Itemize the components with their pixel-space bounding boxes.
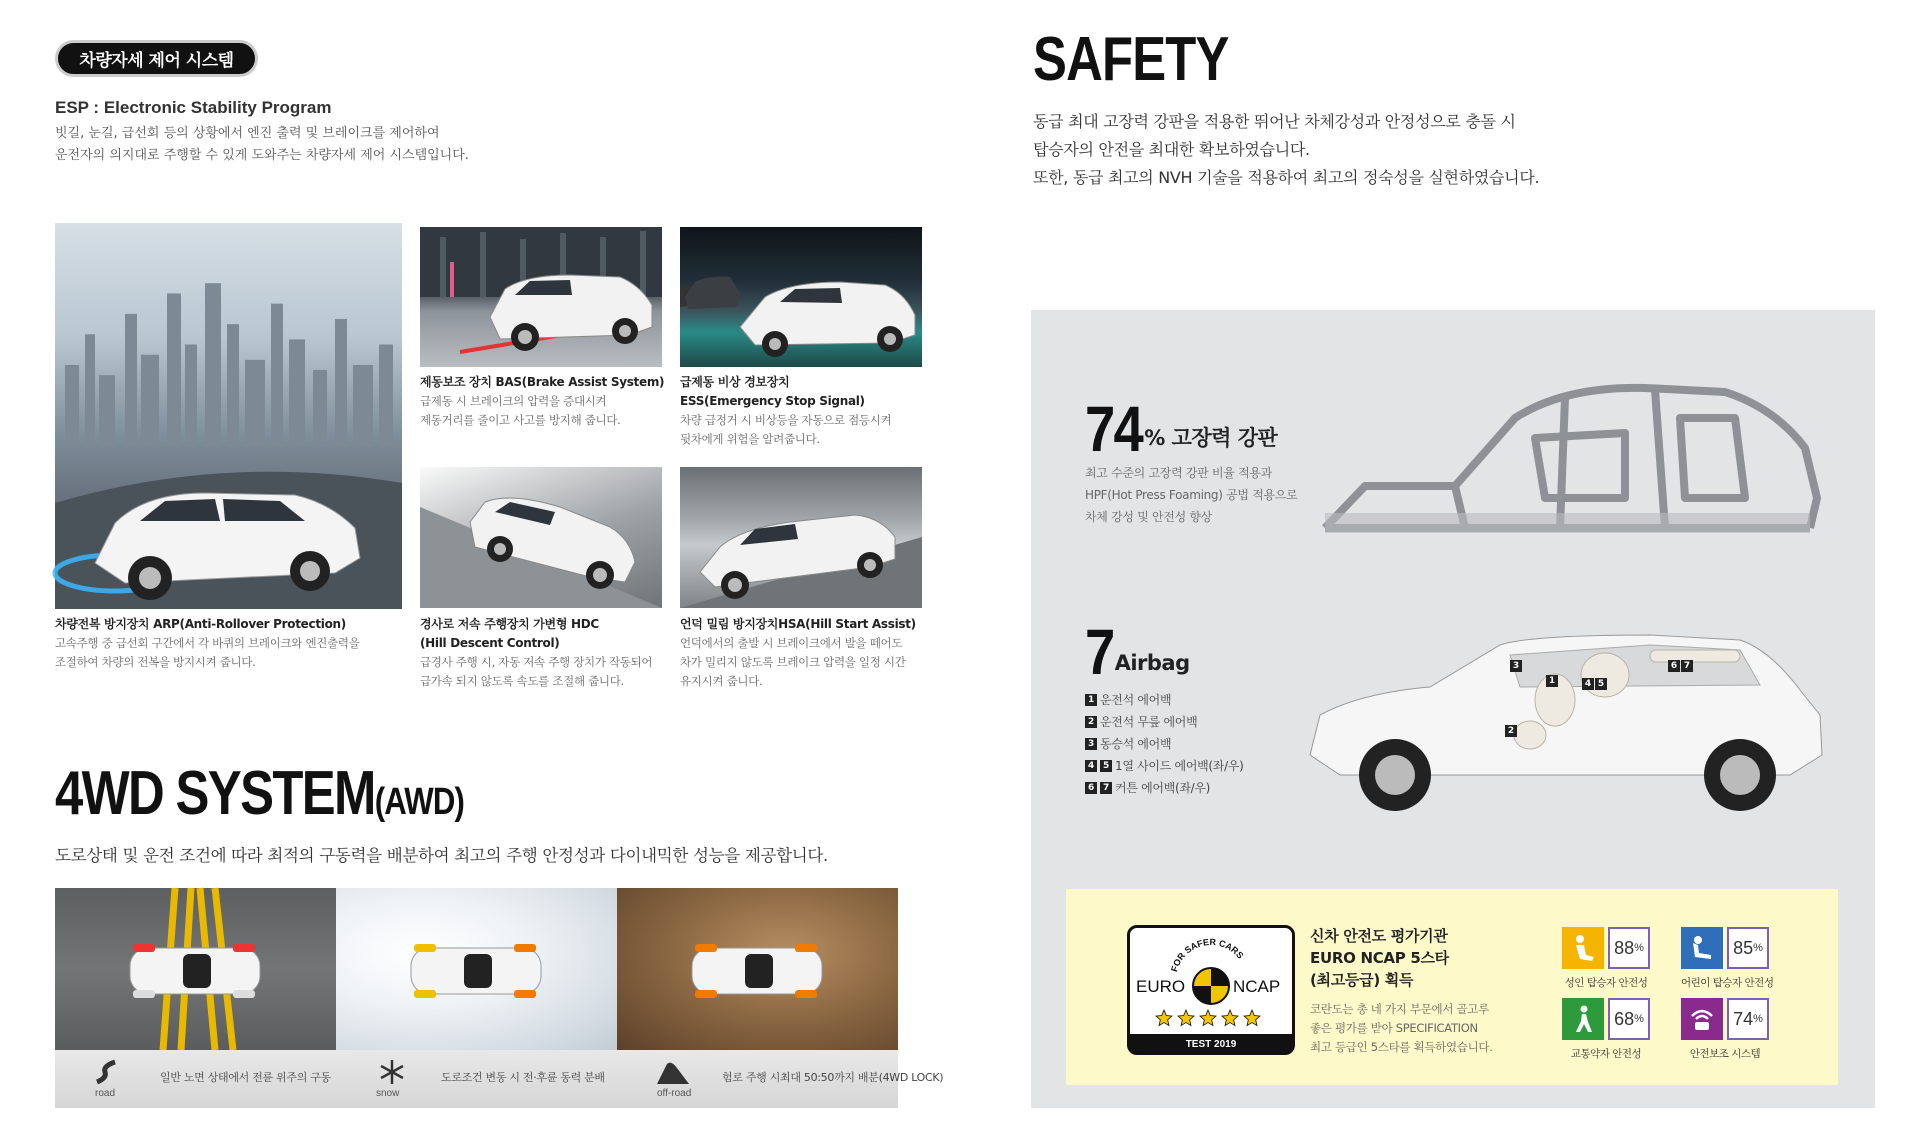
score-label: 성인 탑승자 안전성: [1564, 977, 1648, 989]
airbag-diagram-label: 6: [1668, 660, 1680, 672]
arp-caption: [55, 615, 405, 672]
offroad-car-illustration: [617, 888, 898, 1050]
score-unit: %: [1634, 942, 1644, 954]
adult-occupant-score: [1608, 927, 1650, 969]
airbag-list: [1085, 689, 1244, 799]
snowflake-icon: [374, 1058, 410, 1086]
score-value: 74: [1733, 1008, 1754, 1029]
ncap-title-line: 신차 안전도 평가기관: [1310, 927, 1448, 945]
adult-occupant-icon: [1562, 927, 1604, 969]
feature-desc-line: 고속주행 중 급선회 구간에서 각 바퀴의 브레이크와 엔진출력을: [55, 636, 360, 650]
feature-desc-line: 조절하여 차량의 전복을 방지시켜 줍니다.: [55, 655, 256, 669]
airbag-label: 동승석 에어백: [1100, 737, 1172, 751]
score-unit: %: [1753, 1013, 1763, 1025]
feature-title: 제동보조 장치 BAS(Brake Assist System): [420, 375, 665, 389]
feature-desc-line: 급제동 시 브레이크의 압력을 증대시켜: [420, 394, 607, 408]
airbag-number-badge: 3: [1085, 738, 1097, 750]
airbag-number-badge: 6: [1085, 782, 1097, 794]
bas-car-illustration: [420, 227, 662, 367]
snow-caption-bar: [336, 1050, 617, 1108]
airbag-number-badge: 4: [1085, 760, 1097, 772]
ncap-title-line: EURO NCAP 5스타: [1310, 949, 1449, 967]
safety-desc-line: 동급 최대 고장력 강판을 적용한 뛰어난 차체강성과 안정성으로 충돌 시: [1033, 112, 1516, 131]
ncap-test-year: TEST 2019: [1185, 1039, 1237, 1050]
score-unit: %: [1753, 942, 1763, 954]
euro-ncap-logo: [1127, 925, 1295, 1055]
score-safety-assist: [1681, 998, 1769, 1061]
score-value: 68: [1614, 1008, 1635, 1029]
score-unit: %: [1634, 1013, 1644, 1025]
feature-desc-line: 차량 급정거 시 비상등을 자동으로 점등시켜: [680, 413, 892, 427]
bas-photo: [420, 227, 662, 367]
airbag-diagram-label: 3: [1510, 660, 1522, 672]
feature-title: 차량전복 방지장치 ARP(Anti-Rollover Protection): [55, 617, 346, 631]
airbag-item: [1085, 777, 1244, 799]
offroad-caption-bar: [617, 1050, 944, 1108]
safety-desc-line: 또한, 동급 최고의 NVH 기술을 적용하여 최고의 정숙성을 실현하였습니다.: [1033, 168, 1540, 187]
ess-car-illustration: [680, 227, 922, 367]
airbag-item: [1085, 755, 1244, 777]
ncap-desc-line: 코란도는 총 네 가지 부문에서 골고루: [1310, 1002, 1489, 1016]
body-frame-illustration: [1305, 378, 1825, 558]
hdc-caption: [420, 615, 680, 691]
feature-desc-line: 뒷차에게 위험을 알려줍니다.: [680, 432, 820, 446]
airbag-diagram-label: 7: [1681, 660, 1693, 672]
euro-ncap-emblem-icon: [1130, 928, 1292, 1052]
hsa-caption: [680, 615, 925, 691]
airbag-label: 운전석 에어백: [1100, 693, 1172, 707]
offroad-label: off-road: [657, 1088, 692, 1099]
steel-description: [1085, 462, 1297, 528]
airbag-label: 운전석 무릎 에어백: [1100, 715, 1198, 729]
drive-mode-offroad: [617, 888, 944, 1108]
steel-desc-line: 최고 수준의 고장력 강판 비율 적용과: [1085, 466, 1272, 480]
ncap-title-line: (최고등급) 획득: [1310, 971, 1414, 989]
ncap-logo-left: EURO: [1136, 977, 1186, 996]
drive-mode-road: [55, 888, 336, 1108]
steel-desc-line: HPF(Hot Press Foaming) 공법 적용으로: [1085, 488, 1298, 502]
hsa-car-illustration: [680, 467, 922, 608]
airbag-diagram-label: 5: [1595, 678, 1607, 690]
arp-car-illustration: [55, 413, 402, 609]
ncap-description: [1310, 1000, 1493, 1057]
pedestrian-score: [1608, 998, 1650, 1040]
child-occupant-score: [1727, 927, 1769, 969]
arp-photo: [55, 223, 402, 609]
ess-photo: [680, 227, 922, 367]
esp-desc-line: 운전자의 의지대로 주행할 수 있게 도와주는 차량자세 제어 시스템입니다.: [55, 148, 469, 163]
airbag-label: 커튼 에어백(좌/우): [1115, 781, 1211, 795]
airbag-number: 7: [1085, 616, 1114, 688]
feature-title: (Hill Descent Control): [420, 636, 560, 650]
five-stars-icon: [1156, 1010, 1260, 1026]
feature-title: ESS(Emergency Stop Signal): [680, 394, 865, 408]
steel-stat: [1085, 392, 1277, 466]
awd-heading-suffix: (AWD): [374, 781, 465, 823]
airbag-diagram-label: 4: [1582, 678, 1594, 690]
feature-desc-line: 차가 밀리지 않도록 브레이크 압력을 일정 시간: [680, 655, 906, 669]
feature-desc-line: 유지시켜 줍니다.: [680, 674, 763, 688]
score-value: 88: [1614, 937, 1635, 958]
ncap-title: [1310, 925, 1449, 991]
road-caption-bar: [55, 1050, 336, 1108]
airbag-car-illustration: [1300, 605, 1830, 835]
snow-car-illustration: [336, 888, 617, 1050]
airbag-item: [1085, 733, 1244, 755]
airbag-diagram-label: 2: [1505, 725, 1517, 737]
safety-assist-score: [1727, 998, 1769, 1040]
ncap-logo-right: NCAP: [1233, 977, 1281, 996]
score-pedestrian: [1562, 998, 1650, 1061]
feature-desc-line: 급경사 주행 시, 자동 저속 주행 장치가 작동되어: [420, 655, 653, 669]
snow-scene: [336, 888, 617, 1050]
feature-desc-line: 제동거리를 줄이고 사고를 방지해 줍니다.: [420, 413, 621, 427]
score-child-occupant: [1681, 927, 1774, 990]
score-value: 85: [1733, 937, 1754, 958]
airbag-number-badge: 5: [1100, 760, 1112, 772]
airbag-number-badge: 7: [1100, 782, 1112, 794]
score-label: 교통약자 안전성: [1570, 1048, 1642, 1060]
bas-caption: [420, 373, 665, 430]
hsa-photo: [680, 467, 922, 608]
safety-desc-line: 탑승자의 안전을 최대한 확보하였습니다.: [1033, 140, 1310, 159]
feature-title: 급제동 비상 경보장치: [680, 375, 790, 389]
esp-title: ESP : Electronic Stability Program: [55, 98, 332, 117]
airbag-number-badge: 1: [1085, 694, 1097, 706]
drive-mode-snow: [336, 888, 617, 1108]
awd-description: 도로상태 및 운전 조건에 따라 최적의 구동력을 배분하여 최고의 주행 안정성과 다이내믹한 성능을 제공합니다.: [55, 846, 828, 865]
score-adult-occupant: [1562, 927, 1650, 990]
road-car-illustration: [55, 888, 336, 1050]
airbag-number-badge: 2: [1085, 716, 1097, 728]
road-scene: [55, 888, 336, 1050]
esp-desc-line: 빗길, 눈길, 급선회 등의 상황에서 엔진 출력 및 브레이크를 제어하여: [55, 126, 440, 141]
off-road-icon: [655, 1058, 691, 1086]
steel-number: 74: [1085, 393, 1143, 465]
airbag-diagram-label: 1: [1546, 675, 1558, 687]
esp-description: [55, 123, 615, 167]
score-label: 어린이 탑승자 안전성: [1681, 977, 1774, 989]
safety-description: [1033, 108, 1593, 192]
feature-desc-line: 급가속 되지 않도록 속도를 조절해 줍니다.: [420, 674, 624, 688]
hdc-photo: [420, 467, 662, 608]
road-text: 일반 노면 상태에서 전륜 위주의 구동: [160, 1071, 331, 1084]
steel-unit: % 고장력 강판: [1144, 426, 1278, 450]
pedestrian-icon: [1562, 998, 1604, 1040]
child-occupant-icon: [1681, 927, 1723, 969]
snow-label: snow: [376, 1088, 400, 1099]
snow-text: 도로조건 변동 시 전·후륜 동력 분배: [441, 1071, 605, 1084]
airbag-stat: [1085, 615, 1190, 689]
airbag-item: [1085, 711, 1244, 733]
ess-caption: [680, 373, 925, 449]
feature-desc-line: 언덕에서의 출발 시 브레이크에서 발을 떼어도: [680, 636, 903, 650]
offroad-scene: [617, 888, 898, 1050]
feature-title: 언덕 밀림 방지장치HSA(Hill Start Assist): [680, 617, 916, 631]
airbag-unit: Airbag: [1114, 651, 1190, 675]
road-icon: [93, 1058, 129, 1086]
safety-assist-icon: [1681, 998, 1723, 1040]
ncap-desc-line: 최고 등급인 5스타를 획득하였습니다.: [1310, 1040, 1493, 1054]
feature-title: 경사로 저속 주행장치 가변형 HDC: [420, 617, 599, 631]
ncap-desc-line: 좋은 평가를 받아 SPECIFICATION: [1310, 1021, 1478, 1035]
section-badge: 차량자세 제어 시스템: [55, 40, 258, 77]
road-label: road: [95, 1088, 116, 1099]
airbag-item: [1085, 689, 1244, 711]
awd-heading-main: 4WD SYSTEM: [55, 759, 375, 828]
awd-heading: [55, 758, 464, 829]
steel-desc-line: 차체 강성 및 안전성 향상: [1085, 510, 1212, 524]
ncap-ring-text: FOR SAFER CARS: [1169, 936, 1246, 973]
airbag-car-diagram: [1300, 605, 1830, 835]
score-label: 안전보조 시스템: [1689, 1048, 1761, 1060]
airbag-label: 1열 사이드 에어백(좌/우): [1115, 759, 1244, 773]
hdc-car-illustration: [420, 467, 662, 608]
offroad-text: 험로 주행 시최대 50:50까지 배분(4WD LOCK): [722, 1071, 944, 1084]
safety-heading: SAFETY: [1033, 25, 1229, 94]
